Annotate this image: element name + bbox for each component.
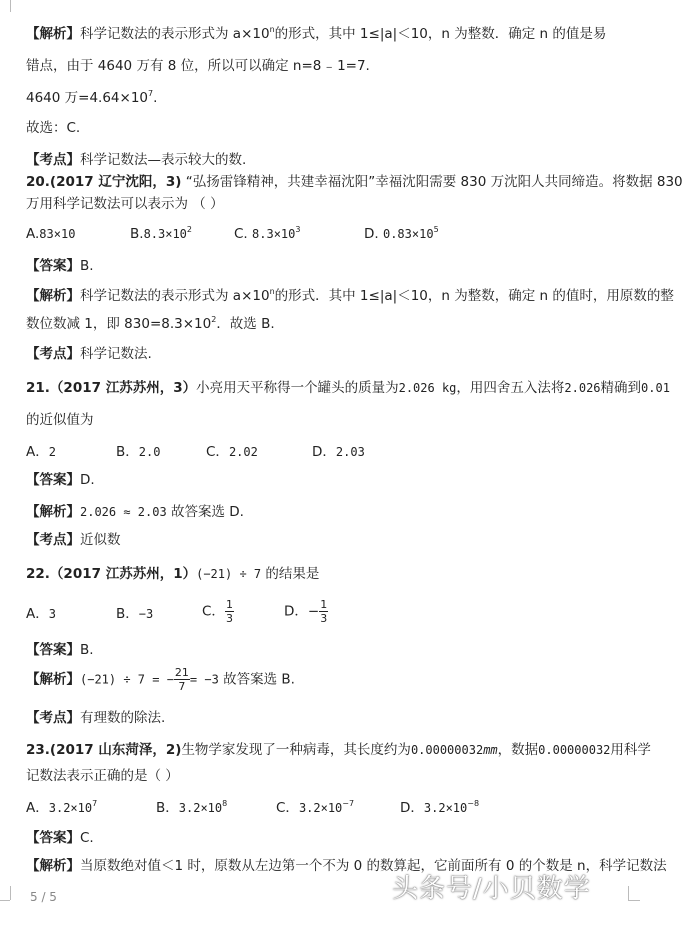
question-number: 22. — [26, 566, 50, 582]
q19-analysis-line1 — [26, 24, 628, 44]
text: 万用科学记数法可以表示为 （ ） — [26, 196, 224, 212]
text: 当原数绝对值＜1 时，原数从左边第一个不为 0 的数算起，它前面所有 0 的个数是 n，科学记数法 — [80, 858, 667, 874]
exponent: 2 — [211, 315, 217, 324]
math-value: 0.00000032 — [410, 743, 484, 757]
q21-kaodian — [26, 530, 628, 550]
analysis-label: 【解析】 — [26, 504, 80, 520]
text: 故选：C. — [26, 120, 81, 136]
kaodian-label: 【考点】 — [26, 710, 80, 726]
q21-stem-line1 — [26, 378, 670, 398]
option-c: C. $8.3\times 10^3$ — [234, 225, 301, 242]
text: 故答案选 D. — [171, 504, 244, 520]
kaodian-label: 【考点】 — [26, 346, 80, 362]
analysis-label: 【解析】 — [26, 858, 80, 874]
fraction: $\frac{1}{3}$ — [320, 598, 328, 625]
q22-answer — [26, 640, 628, 660]
question-source: （2017 江苏苏州，3） — [49, 380, 197, 396]
q23-stem-line1 — [26, 740, 651, 760]
text: 科学记数法. — [80, 346, 152, 362]
text: 的结果是 — [265, 566, 320, 582]
text: 4640 万=4.64×10 — [26, 90, 149, 106]
option-c: C．2.02 — [206, 444, 258, 460]
option-b: B．−3 — [116, 606, 154, 622]
text: 的形式．其中 1≤|a|＜10，n 为整数，确定 n 的值时，用原数的整 — [274, 288, 674, 304]
q22-options — [26, 598, 628, 634]
text: 数位数减 1，即 830=8.3×10 — [26, 316, 212, 332]
q19-analysis-line2 — [26, 56, 628, 76]
exponent: n — [269, 25, 275, 34]
page-corner-mark — [10, 0, 11, 12]
q19-choose — [26, 118, 628, 138]
math-expression: (−21) ÷ 7 = − — [80, 672, 174, 687]
answer-value: D. — [80, 472, 95, 488]
answer-label: 【答案】 — [26, 472, 80, 488]
q23-stem-line2 — [26, 766, 628, 786]
q22-stem — [26, 564, 628, 584]
page-corner-mark — [10, 886, 11, 900]
text: 科学记数法的表示形式为 a×10 — [80, 26, 270, 42]
option-a: A.83×10 — [26, 226, 76, 242]
math-expression: (−21) ÷ 7 — [196, 567, 262, 581]
q21-options — [26, 442, 628, 462]
option-b: B．$3.2\times 10^8$ — [156, 799, 228, 816]
math-value: 0.00000032 — [538, 743, 611, 757]
text: ，数据 — [497, 742, 539, 758]
text: 的近似值为 — [26, 412, 94, 428]
kaodian-label: 【考点】 — [26, 532, 80, 548]
question-source: (2017 辽宁沈阳，3) — [49, 174, 182, 190]
fraction: $\frac{1}{3}$ — [225, 598, 233, 625]
exponent: 7 — [148, 89, 154, 98]
option-c: C． $\frac{1}{3}$ — [202, 598, 233, 625]
text: ，用四舍五入法将 — [456, 380, 565, 396]
q20-kaodian — [26, 344, 628, 364]
text: 的形式，其中 1≤|a|＜10，n 为整数．确定 n 的值是易 — [274, 26, 607, 42]
page-corner-mark — [628, 900, 640, 901]
q20-options — [26, 224, 628, 244]
option-d: D. $0.83\times 10^5$ — [364, 225, 439, 242]
q22-kaodian — [26, 708, 628, 728]
q23-answer — [26, 828, 628, 848]
text: 小亮用天平称得一个罐头的质量为 — [196, 380, 399, 396]
option-a: A．3 — [26, 606, 56, 622]
kaodian-label: 【考点】 — [26, 152, 80, 168]
q19-analysis-line3 — [26, 88, 628, 108]
analysis-label: 【解析】 — [26, 671, 80, 688]
q21-answer — [26, 470, 628, 490]
q19-kaodian — [26, 150, 628, 170]
option-c: C．$3.2\times 10^{-7}$ — [276, 799, 355, 816]
watermark: 头条号/小贝数学 — [392, 874, 591, 904]
q21-analysis — [26, 502, 628, 522]
text: 错点，由于 4640 万有 8 位，所以可以确定 n=8 ₋ 1=7. — [26, 58, 370, 74]
unit: mm — [483, 743, 498, 757]
q20-answer — [26, 256, 628, 276]
option-a: A．2 — [26, 444, 56, 460]
answer-value: B. — [80, 258, 94, 274]
question-number: 21. — [26, 380, 50, 396]
text: 科学记数法的表示形式为 a×10 — [80, 288, 270, 304]
question-number: 20. — [26, 174, 50, 190]
page-corner-mark — [628, 886, 629, 900]
text: 科学记数法—表示较大的数. — [80, 152, 247, 168]
text: ．故选 B. — [216, 316, 275, 332]
math-expression: = −3 — [189, 672, 219, 687]
answer-value: B. — [80, 642, 94, 658]
q20-stem-line1 — [26, 172, 683, 192]
fraction: $\frac{21}{7}$ — [174, 666, 189, 693]
q20-stem-line2 — [26, 194, 628, 214]
option-b: B．2.0 — [116, 444, 161, 460]
q22-analysis — [26, 666, 628, 698]
text: 精确到 — [600, 380, 642, 396]
page-number: 5 / 5 — [30, 890, 57, 904]
option-d: D．$3.2\times 10^{-8}$ — [400, 799, 480, 816]
text: 故答案选 B. — [223, 671, 295, 688]
q23-options — [26, 798, 628, 818]
math-value: 2.026 ≈ 2.03 — [80, 505, 167, 519]
answer-label: 【答案】 — [26, 258, 80, 274]
option-b: $B.8.3\times 10^2$ — [130, 225, 193, 242]
question-source: (2017 山东菏泽，2) — [49, 742, 182, 758]
analysis-label: 【解析】 — [26, 288, 80, 304]
option-d: D．− $\frac{1}{3}$ — [284, 598, 328, 625]
question-number: 23. — [26, 742, 50, 758]
answer-label: 【答案】 — [26, 642, 80, 658]
page-corner-mark — [0, 900, 10, 901]
text: 生物学家发现了一种病毒，其长度约为 — [181, 742, 411, 758]
text: 有理数的除法. — [80, 710, 166, 726]
text: . — [153, 90, 158, 106]
answer-label: 【答案】 — [26, 830, 80, 846]
text: “弘扬雷锋精神，共建幸福沈阳”幸福沈阳需要 830 万沈阳人共同缔造。将数据 830 — [185, 174, 683, 190]
q20-analysis-line2 — [26, 314, 628, 334]
text: 记数法表示正确的是（ ） — [26, 768, 179, 784]
analysis-label: 【解析】 — [26, 26, 80, 42]
math-value: 2.026 — [564, 381, 601, 395]
option-a: A．$3.2\times 10^7$ — [26, 799, 98, 816]
answer-value: C. — [80, 830, 94, 846]
math-value: 2.026 kg — [398, 381, 457, 395]
math-value: 0.01 — [641, 381, 670, 395]
exponent: n — [269, 287, 275, 296]
q21-stem-line2 — [26, 410, 628, 430]
option-d: D．2.03 — [312, 444, 365, 460]
q20-analysis-line1 — [26, 286, 674, 306]
text: 近似数 — [80, 532, 121, 548]
question-source: （2017 江苏苏州，1） — [49, 566, 197, 582]
text: 用科学 — [610, 742, 651, 758]
